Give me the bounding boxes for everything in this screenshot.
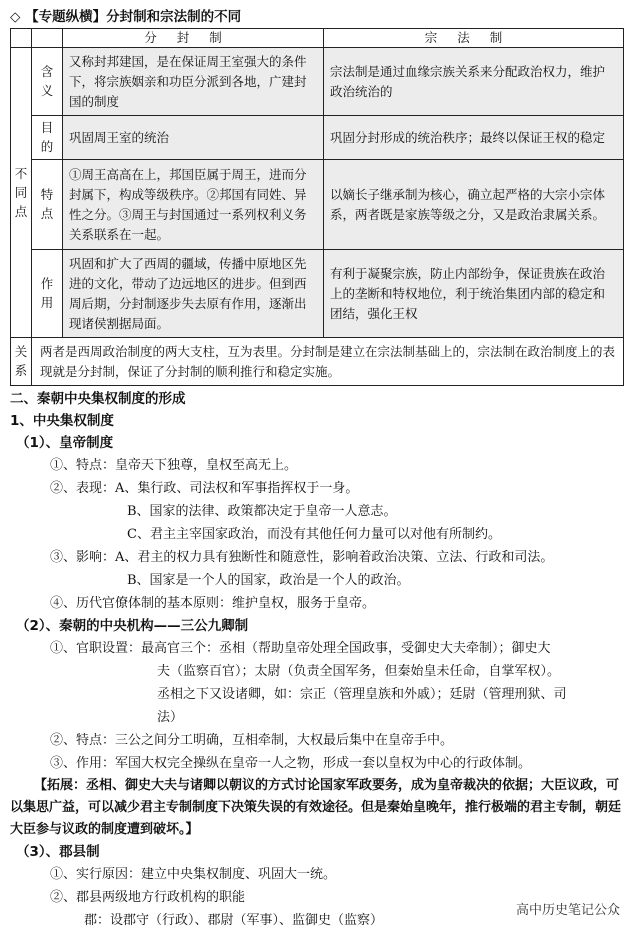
row-label: 作用: [40, 276, 54, 310]
header-fenfeng: 分封制: [63, 29, 324, 48]
text-line: 丞相之下又设诸卿，如：宗正（管理皇族和外戚）；廷尉（管理刑狱、司: [157, 687, 567, 702]
table-row: [11, 48, 624, 116]
text-line: ①、官职设置：最高官三个：丞相（帮助皇帝处理全国政事，受御史大夫牵制）；御史大: [50, 641, 551, 656]
text-line: B、国家的法律、政策都决定于皇帝一人意志。: [127, 504, 397, 519]
cell-fenfeng-effect: 巩固和扩大了西周的疆域，传播中原地区先进的文化，带动了边远地区的进步。但到西周后期，分封制逐步失去原有作用，逐渐出现诸侯割据局面。: [63, 250, 324, 338]
text-line: C、君主主宰国家政治，而没有其他任何力量可以对他有所制约。: [127, 527, 501, 542]
text-line: ②、郡县两级地方行政机构的职能: [50, 890, 246, 905]
comparison-table: [10, 28, 624, 386]
relation-label: 关系: [14, 344, 28, 378]
subheading-emperor-system: （1）、皇帝制度: [16, 435, 114, 451]
relation-text: 两者是西周政治制度的两大支柱，互为表里。分封制是建立在宗法制基础上的，宗法制在政治制度上的表现就是分封制，保证了分封制的顺利推行和稳定实施。: [32, 338, 624, 386]
group-label: 不同点: [14, 165, 28, 219]
text-line: 法）: [157, 710, 184, 725]
text-line: ②、表现：A、集行政、司法权和军事指挥权于一身。: [50, 481, 359, 496]
table-row-relation: [11, 338, 624, 386]
header-zongfa: 宗法制: [324, 29, 624, 48]
subheading-central-organs: （2）、秦朝的中央机构——三公九卿制: [16, 618, 249, 634]
watermark: 高中历史笔记公众: [515, 903, 620, 918]
extension-note: 【拓展：丞相、御史大夫与诸卿以朝议的方式讨论国家军政要务，成为皇帝裁决的依据；大臣议政，可以集思广益，可以减少君主专制制度下决策失误的有效途径。但是秦始皇晚年，推行极端的君主专制，朝廷大臣参与议政的制度遭到破坏。】: [10, 778, 622, 837]
subsection-title: 1、中央集权制度: [10, 413, 114, 429]
text-line: ④、历代官僚体制的基本原则：维护皇权，服务于皇帝。: [50, 596, 376, 611]
table-row: [11, 160, 624, 250]
table-row: [11, 250, 624, 338]
cell-zongfa-effect: 有利于凝聚宗族，防止内部纷争，保证贵族在政治上的垄断和特权地位，利于统治集团内部的稳定和团结，强化王权: [324, 250, 624, 338]
text-line: 郡：设郡守（行政）、郡尉（军事）、监御史（监察）: [84, 913, 384, 928]
table-row: [11, 116, 624, 160]
text-line: 夫（监察百官）；太尉（负责全国军务，但秦始皇未任命，自掌军权）。: [157, 664, 561, 679]
table-title: ◇ 【专题纵横】分封制和宗法制的不同: [10, 9, 242, 25]
text-line: ②、特点：三公之间分工明确，互相牵制，大权最后集中在皇帝手中。: [50, 733, 454, 748]
row-label: 含义: [40, 64, 54, 98]
table-header-row: [11, 29, 624, 48]
document-body: [10, 8, 626, 932]
text-line: ①、特点：皇帝天下独尊，皇权至高无上。: [50, 458, 298, 473]
group-label-cell: [11, 48, 32, 338]
cell-zongfa-features: 以嫡长子继承制为核心，确立起严格的大宗小宗体系，两者既是家族等级之分，又是政治隶属关系。: [324, 160, 624, 250]
text-line: ③、影响：A、君主的权力具有独断性和随意性，影响着政治决策、立法、行政和司法。: [50, 550, 554, 565]
cell-fenfeng-meaning: 又称封邦建国，是在保证周王室强大的条件下，将宗族姻亲和功臣分派到各地，广建封国的制度: [63, 48, 324, 116]
section-title: 二、秦朝中央集权制度的形成: [10, 391, 186, 407]
cell-fenfeng-purpose: 巩固周王室的统治: [63, 116, 324, 160]
cell-fenfeng-features: ①周王高高在上，邦国臣属于周王，进而分封属下，构成等级秩序。②邦国有同姓、异性之分。③周王与封国通过一系列权利义务关系联系在一起。: [63, 160, 324, 250]
subheading-prefecture-county: （3）、郡县制: [16, 844, 100, 860]
text-line: ①、实行原因：建立中央集权制度、巩固大一统。: [50, 867, 337, 882]
text-line: ③、作用：军国大权完全操纵在皇帝一人之物，形成一套以皇权为中心的行政体制。: [50, 756, 532, 771]
text-line: B、国家是一个人的国家，政治是一个人的政治。: [127, 573, 410, 588]
row-label: 特点: [40, 187, 54, 221]
cell-zongfa-meaning: 宗法制是通过血缘宗族关系来分配政治权力，维护政治统治的: [324, 48, 624, 116]
cell-zongfa-purpose: 巩固分封形成的统治秩序；最终以保证王权的稳定: [324, 116, 624, 160]
row-label: 目的: [40, 120, 54, 154]
